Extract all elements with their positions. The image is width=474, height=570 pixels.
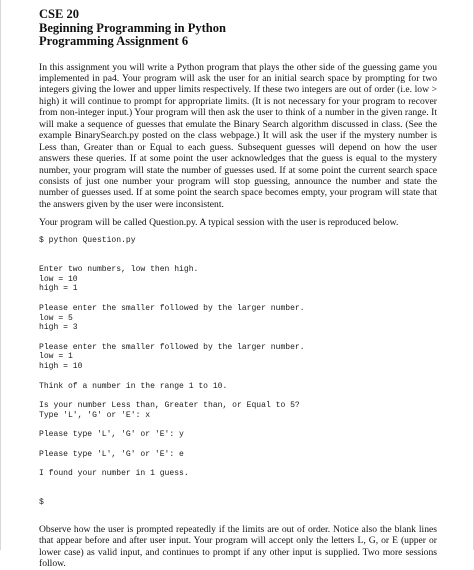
- assignment-title: Programming Assignment 6: [39, 34, 189, 48]
- course-title: Beginning Programming in Python: [39, 20, 226, 35]
- sample-session-code: $ python Question.py Enter two numbers, low then high. low = 10 high = 1 Please enter the smaller followed by the larger number. low = 5 high = 3 Please enter the smaller followed by the larger number. low = 1 high = 10 Think of a number in the range 1 to 10. Is your number Less than, Greater than, or Equal to 5? Type 'L', 'G' or 'E': x Please type 'L', 'G' or 'E': y Please type 'L', 'G' or 'E': e I found your number in 1 guess. $: [39, 235, 305, 508]
- program-note-paragraph: Your program will be called Question.py. A typical session with the user is reproduced below.: [39, 217, 399, 229]
- document-content: [39, 8, 437, 570]
- intro-paragraph: In this assignment you will write a Python program that plays the other side of the guessing game you implemented in pa4. Your program will ask the user for an initial search space by prompting for two integers giving the lower and upper limits respectively. If these two integers are out of order (i.e. low > high) it will continue to prompt for appropriate limits. (It is not necessary for your program to recover from non-integer input.) Your program will then ask the user to think of a number in the given range. It will make a sequence of guesses that emulate the Binary Search algorithm discussed in class. (See the example BinarySearch.py posted on the class webpage.) It will ask the user if the mystery number is Less than, Greater than or Equal to each guess. Subsequent guesses will depend on how the user answers these queries. If at some point the user acknowledges that the guess is equal to the mystery number, your program will state the number of guesses used. If at some point the current search space consists of just one number your program will stop guessing, announce the number and state the number of guesses used. If at some point the search space becomes empty, your program will state that the answers given by the user were inconsistent.: [39, 61, 437, 210]
- closing-paragraph: Observe how the user is prompted repeatedly if the limits are out of order. Notice also the blank lines that appear before and after user input. Your program will accept only the letters L, G, or E (upper or lower case) as valid input, and continues to prompt if any other input is supplied. Two more sessions follow.: [39, 523, 437, 570]
- course-code: CSE 20: [39, 7, 79, 21]
